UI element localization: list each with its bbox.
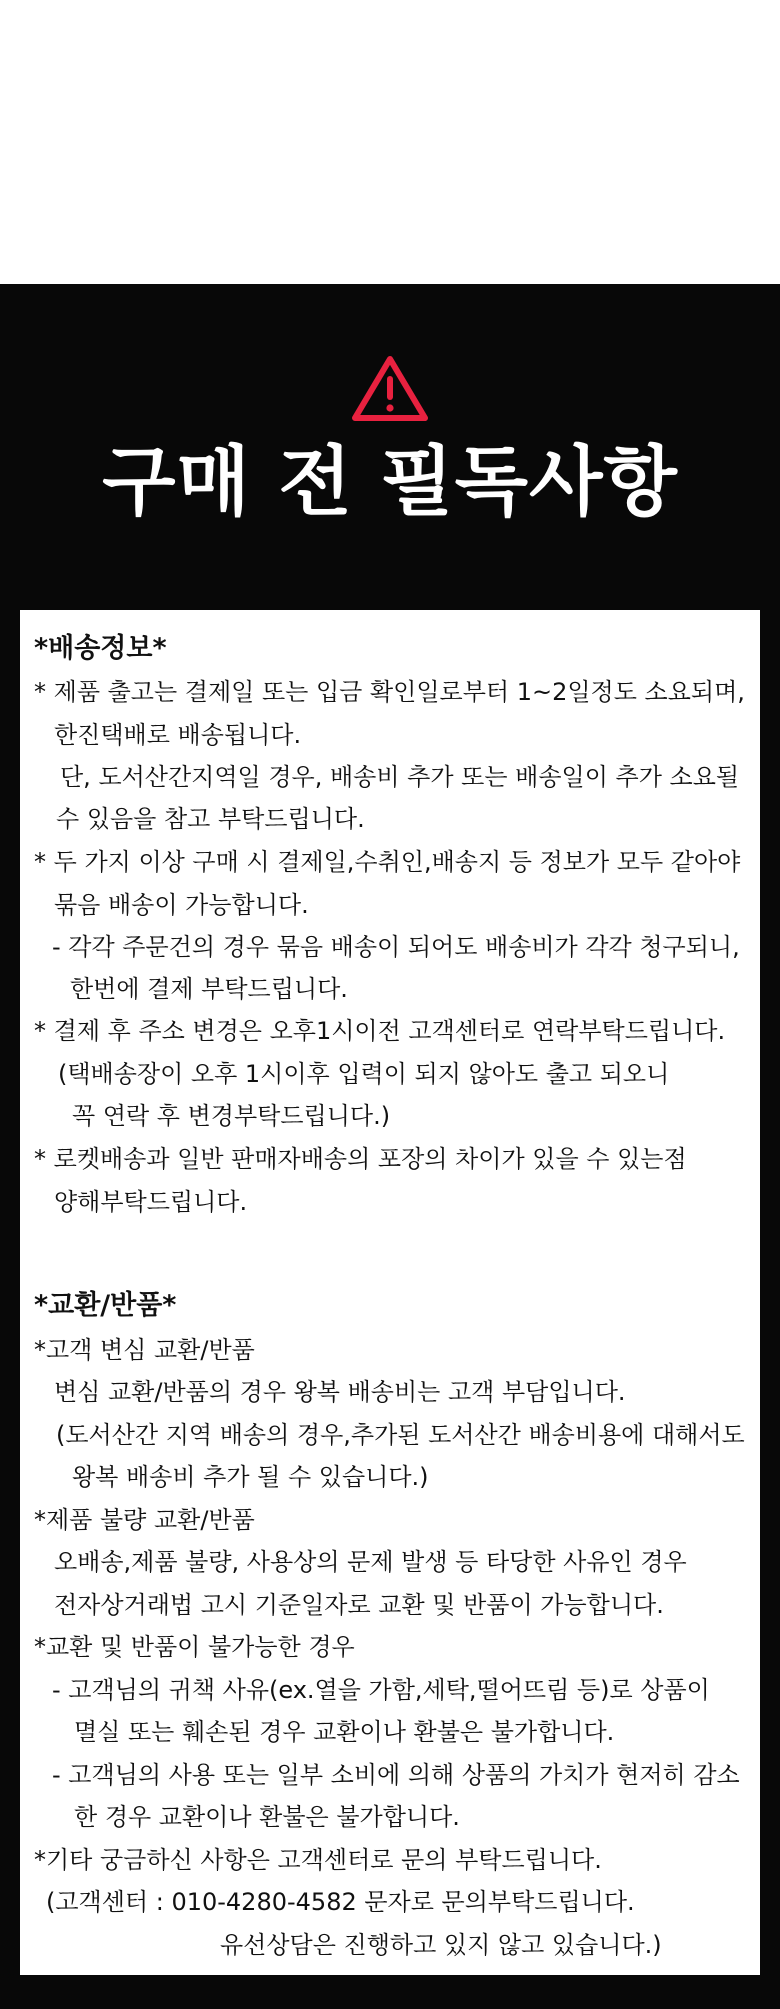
exchange-line: - 고객님의 귀책 사유(ex.열을 가함,세탁,떨어뜨림 등)로 상품이 <box>52 1676 710 1704</box>
top-blank-area <box>0 0 780 284</box>
exchange-line: - 고객님의 사용 또는 일부 소비에 의해 상품의 가치가 현저히 감소 <box>52 1761 740 1789</box>
shipping-line: 묶음 배송이 가능합니다. <box>54 891 309 919</box>
notice-banner <box>0 284 780 2009</box>
exchange-line: *기타 궁금하신 사항은 고객센터로 문의 부탁드립니다. <box>34 1846 602 1874</box>
notice-card <box>20 610 760 1975</box>
warning-icon-wrap <box>0 354 780 422</box>
shipping-line: 한진택배로 배송됩니다. <box>54 721 302 749</box>
shipping-line: 양해부탁드립니다. <box>54 1188 248 1216</box>
exchange-line: 변심 교환/반품의 경우 왕복 배송비는 고객 부담입니다. <box>54 1378 626 1406</box>
shipping-line: * 로켓배송과 일반 판매자배송의 포장의 차이가 있을 수 있는점 <box>34 1145 687 1173</box>
shipping-line: * 결제 후 주소 변경은 오후1시이전 고객센터로 연락부탁드립니다. <box>34 1017 726 1045</box>
shipping-line: 꼭 연락 후 변경부탁드립니다.) <box>72 1102 391 1130</box>
exchange-heading: *교환/반품* <box>34 1290 177 1321</box>
exchange-line: 멸실 또는 훼손된 경우 교환이나 환불은 불가합니다. <box>74 1718 615 1746</box>
exchange-line: *고객 변심 교환/반품 <box>34 1336 255 1364</box>
page-title: 구매 전 필독사항 <box>102 437 678 526</box>
shipping-line: 단, 도서산간지역일 경우, 배송비 추가 또는 배송일이 추가 소요될 <box>60 763 740 791</box>
shipping-line: (택배송장이 오후 1시이후 입력이 되지 않아도 출고 되오니 <box>58 1060 670 1088</box>
shipping-line: * 두 가지 이상 구매 시 결제일,수취인,배송지 등 정보가 모두 같아야 <box>34 848 741 876</box>
exchange-line: *제품 불량 교환/반품 <box>34 1506 255 1534</box>
shipping-heading: *배송정보* <box>34 633 167 664</box>
shipping-line: 한번에 결제 부탁드립니다. <box>70 975 348 1003</box>
exchange-line: (도서산간 지역 배송의 경우,추가된 도서산간 배송비용에 대해서도 <box>56 1421 745 1449</box>
warning-triangle-icon <box>351 354 429 422</box>
contact-line: (고객센터 : 010-4280-4582 문자로 문의부탁드립니다. <box>46 1888 635 1916</box>
exchange-line: 전자상거래법 고시 기준일자로 교환 및 반품이 가능합니다. <box>54 1591 664 1619</box>
exchange-line: *교환 및 반품이 불가능한 경우 <box>34 1633 355 1661</box>
contact-note-line: 유선상담은 진행하고 있지 않고 있습니다.) <box>220 1931 662 1959</box>
exchange-line: 한 경우 교환이나 환불은 불가합니다. <box>74 1803 460 1831</box>
shipping-line: * 제품 출고는 결제일 또는 입금 확인일로부터 1~2일정도 소요되며, <box>34 678 745 706</box>
exchange-line: 오배송,제품 불량, 사용상의 문제 발생 등 타당한 사유인 경우 <box>54 1548 687 1576</box>
shipping-line: - 각각 주문건의 경우 묶음 배송이 되어도 배송비가 각각 청구되니, <box>52 933 740 961</box>
exchange-line: 왕복 배송비 추가 될 수 있습니다.) <box>72 1463 429 1491</box>
shipping-line: 수 있음을 참고 부탁드립니다. <box>56 805 365 833</box>
